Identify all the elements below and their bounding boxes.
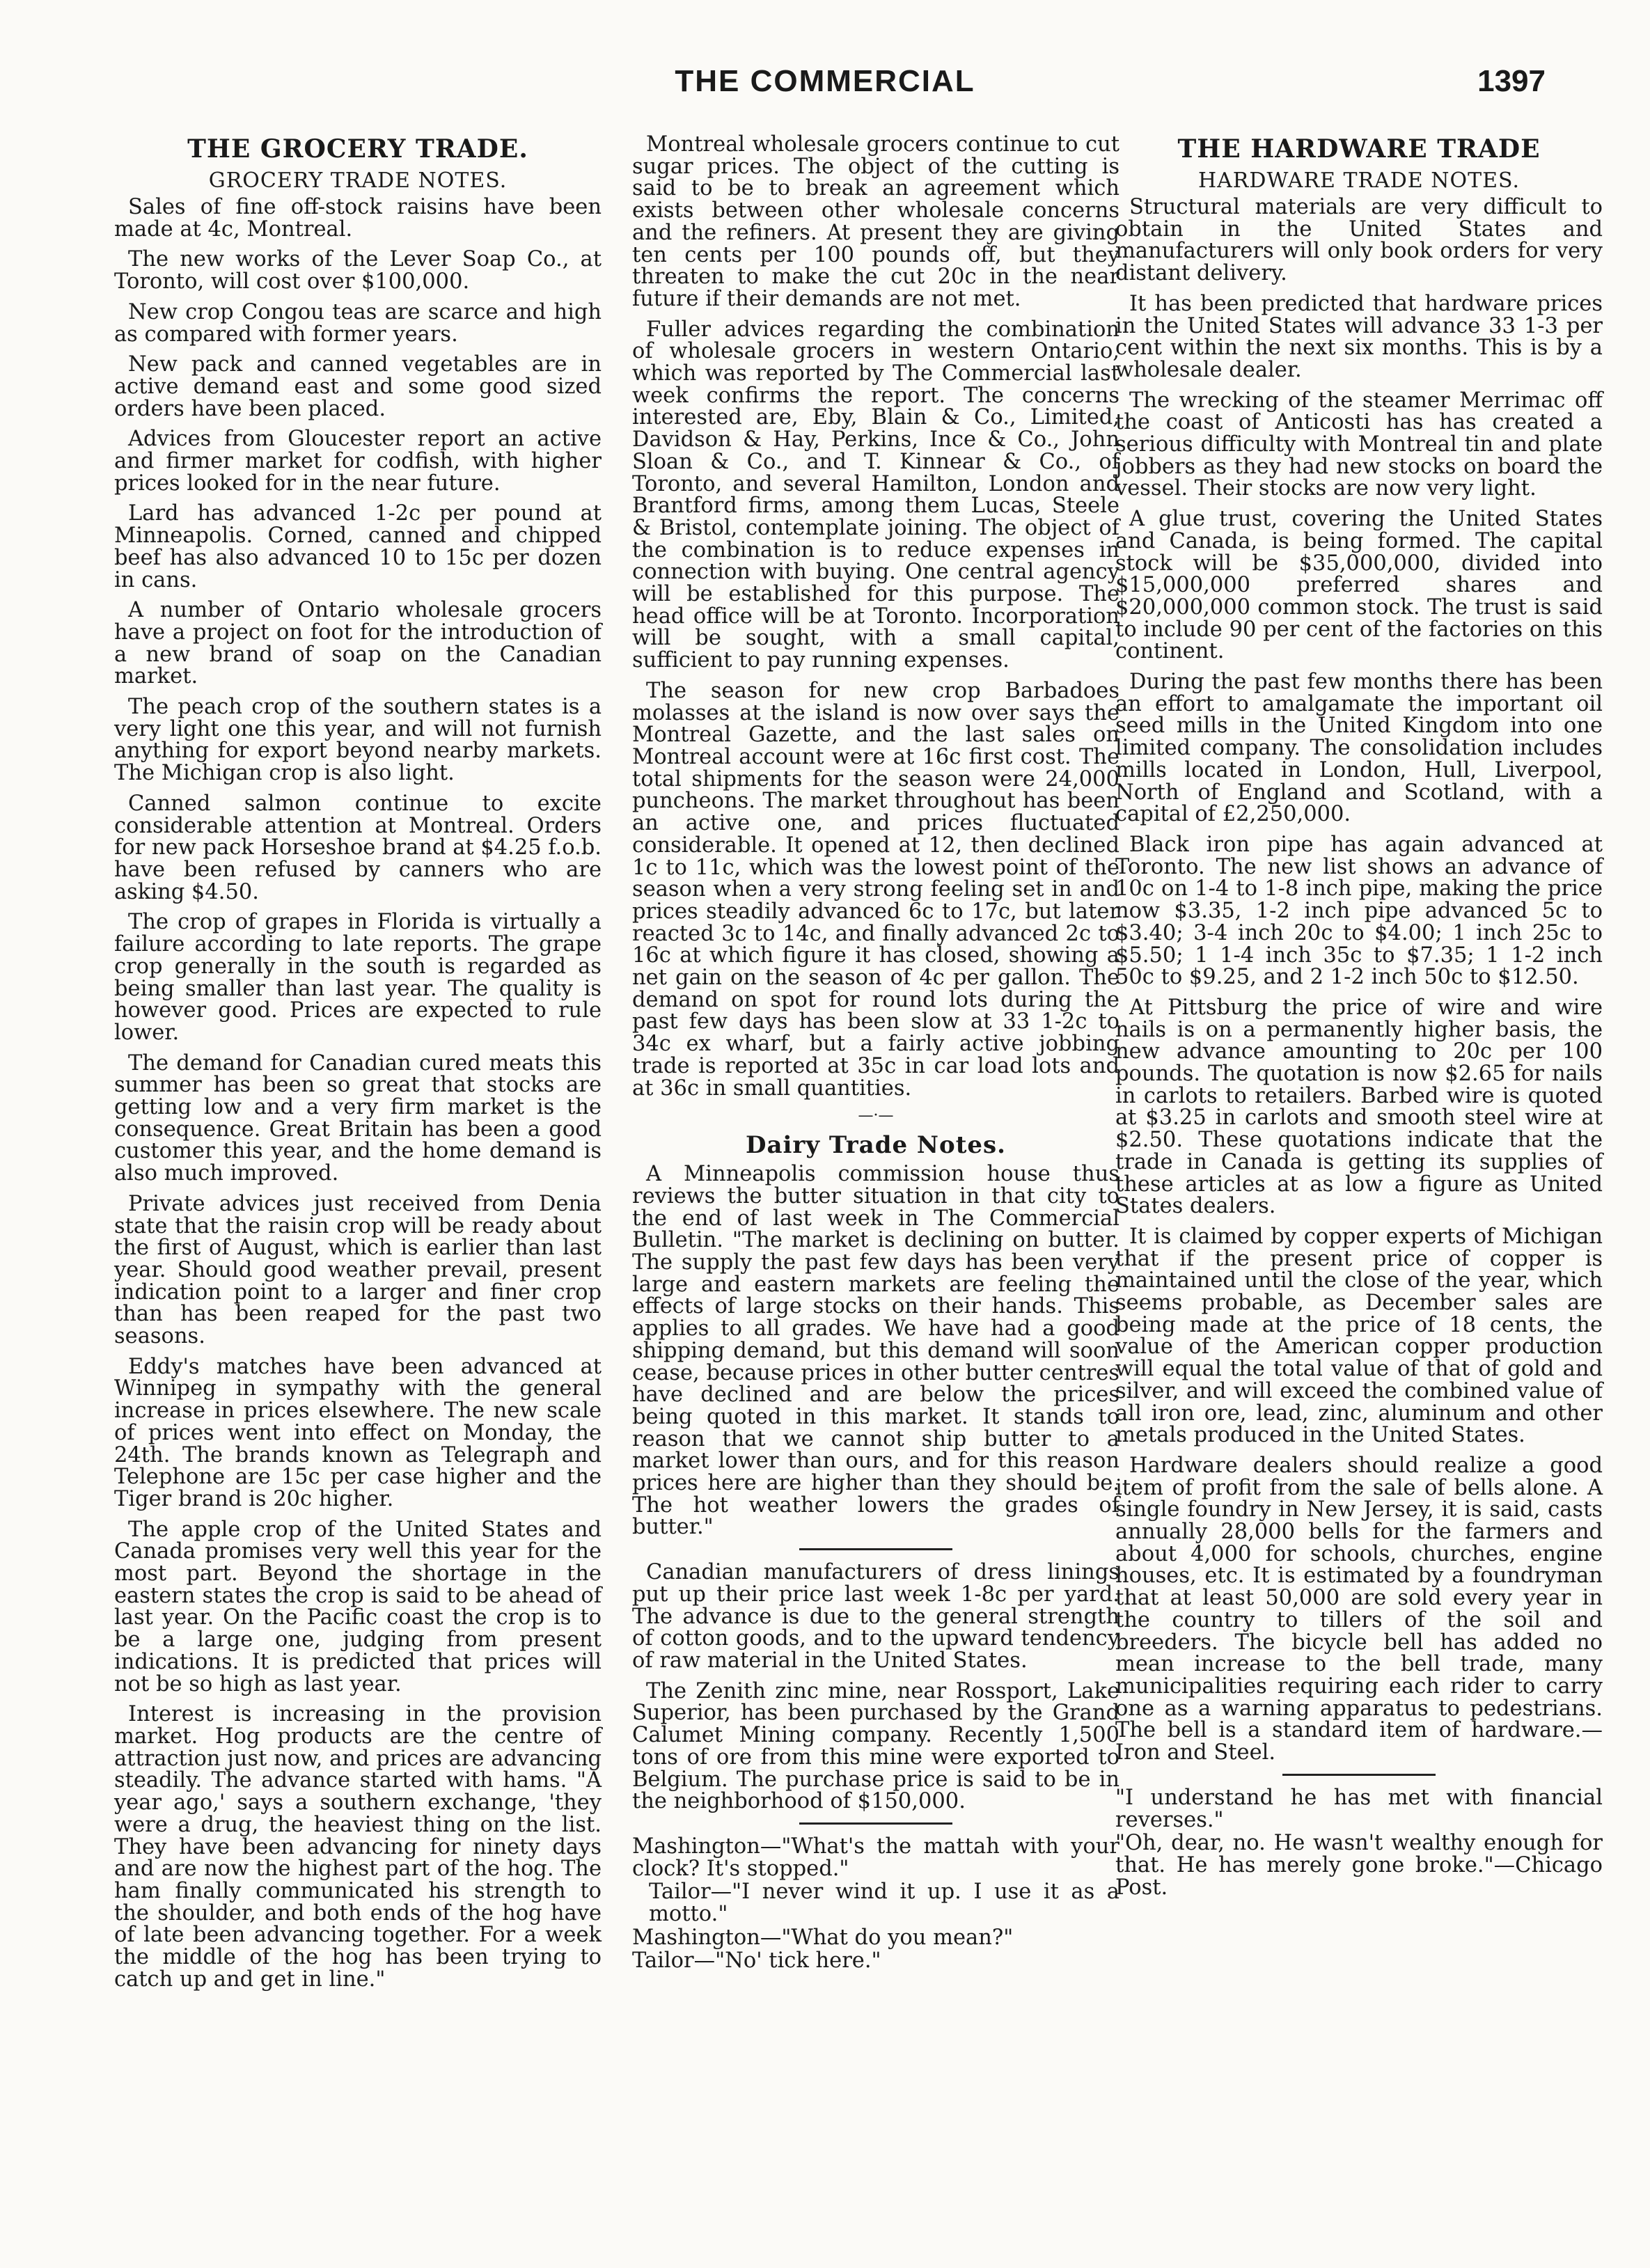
article-paragraph: Structural materials are very difficult to obtain in the United States and manufacturers will only book orders for very distant delivery. — [1115, 195, 1603, 286]
article-paragraph: Interest is increasing in the provision market. Hog products are the centre of attraction just now, and prices are advancing steadily. The advance started with hams. "A year ago,' says a southern exchange, 'they were a drug, the heaviest thing on the list. They have been advancing for ninety days and are now the highest part of the hog. The ham finally communicated his strength to the shoulder, and both ends of the hog have of late been advancing together. For a week the middle of the hog has been trying to catch up and get in line." — [114, 1702, 602, 1992]
grocery-trade-subheading: GROCERY TRADE NOTES. — [208, 168, 508, 193]
article-paragraph: Lard has advanced 1-2c per pound at Minneapolis. Corned, canned and chipped beef has also advanced 10 to 15c per dozen in cans. — [114, 501, 602, 592]
article-paragraph: A number of Ontario wholesale grocers have a project on foot for the introduction of a new brand of soap on the Canadian market. — [114, 598, 602, 689]
column-middle — [632, 134, 1119, 1974]
article-paragraph: New pack and canned vegetables are in active demand east and some good sized orders have been placed. — [114, 352, 602, 421]
article-paragraph: Advices from Gloucester report an active and firmer market for codfish, with higher prices looked for in the near future. — [114, 427, 602, 496]
article-paragraph: Private advices just received from Denia state that the raisin crop will be ready about the first of August, which is earlier than last year. Should good weather prevail, present indication point to a larger and finer crop than has been reaped for the past two seasons. — [114, 1191, 602, 1349]
article-paragraph: A glue trust, covering the United States and Canada, is being formed. The capital stock will be $35,000,000, divided into $15,000,000 preferred shares and $20,000,000 common stock. The trust is said to include 90 per cent of the factories on this continent. — [1115, 507, 1603, 664]
article-paragraph: The demand for Canadian cured meats this summer has been so great that stocks are getting low and a very firm market is the consequence. Great Britain has been a good customer this year, and the home demand is also much improved. — [114, 1050, 602, 1186]
article-paragraph: Hardware dealers should realize a good item of profit from the sale of bells alone. A single foundry in New Jersey, it is said, casts annually 28,000 bells for the farmers and about 4,000 for schools, churches, engine houses, etc. It is estimated by a foundryman that at least 50,000 are sold every year in the country to tillers of the soil and breeders. The bicycle bell has added no mean increase to the bell trade, many municipalities requiring each rider to carry one as a warning apparatus to pedestrians. The bell is a standard item of hardware.—Iron and Steel. — [1115, 1453, 1603, 1765]
section-ornament: —·— — [858, 1107, 894, 1125]
article-paragraph: At Pittsburg the price of wire and wire nails is on a permanently higher basis, the new advance amounting to 20c per 100 pounds. The quotation is now $2.65 for nails in carlots to retailers. Barbed wire is quoted at $3.25 in carlots and smooth steel wire at $2.50. These quotations indicate that the trade in Canada is getting its supplies of these articles at as low a figure as United States dealers. — [1115, 995, 1603, 1219]
article-paragraph: A Minneapolis commission house thus reviews the butter situation in that city to the end of last week in The Commercial Bulletin. "The market is declining on butter. The supply the past few days has been very large and eastern markets are feeling the effects of large stocks on their hands. This applies to all grades. We have had a good shipping demand, but this demand will soon cease, because prices in other butter centres have declined and are below the prices being quoted in this market. It stands to reason that we cannot ship butter to a market lower than ours, and for this reason prices here are higher than they should be. The hot weather lowers the grades of butter." — [632, 1162, 1119, 1540]
article-paragraph: Fuller advices regarding the combination of wholesale grocers in western Ontario, which was reported by The Commercial last week confirms the report. The concerns interested are, Eby, Blain & Co., Limited, Davidson & Hay, Perkins, Ince & Co., John Sloan & Co., and T. Kinnear & Co., of Toronto, and several Hamilton, London and Brantford firms, among them Lucas, Steele & Bristol, contemplate joining. The object of the combination is to reduce expenses in connection with buying. One central agency will be established for this purpose. The head office will be at Toronto. Incorporation will be sought, with a small capital, sufficient to pay running expenses. — [632, 317, 1119, 673]
article-paragraph: It has been predicted that hardware prices in the United States will advance 33 1-3 per cent within the next six months. This is by a wholesale dealer. — [1115, 291, 1603, 382]
article-paragraph: Montreal wholesale grocers continue to cut sugar prices. The object of the cutting is said to be to break an agreement which exists between other wholesale concerns and the refiners. At present they are giving ten cents per 100 pounds off, but they threaten to make the cut 20c in the near future if their demands are not met. — [632, 132, 1119, 311]
joke-line: Mashington—"What do you mean?" — [632, 1925, 1014, 1950]
article-paragraph: The season for new crop Barbadoes molasses at the island is now over says the Montreal Gazette, and the last sales on Montreal account were at 16c first cost. The total shipments for the season were 24,000 puncheons. The market throughout has been an active one, and prices fluctuated considerable. It opened at 12, then declined 1c to 11c, which was the lowest point of the season when a very strong feeling set in and prices steadily advanced 6c to 17c, but later reacted 3c to 14c, and finally advanced 2c to 16c at which figure it has closed, showing a net gain on the season of 4c per gallon. The demand on spot for round lots during the past few days has been slow at 33 1-2c to 34c ex wharf, but a fairly active jobbing trade is reported at 35c in car load lots and at 36c in small quantities. — [632, 678, 1119, 1101]
hardware-trade-heading: THE HARDWARE TRADE — [1177, 134, 1541, 164]
article-paragraph: The wrecking of the steamer Merrimac off the coast of Anticosti has has created a serious difficulty with Montreal tin and plate jobbers as they had new stocks on board the vessel. Their stocks are now very light. — [1115, 388, 1603, 501]
joke-line: Mashington—"What's the mattah with your clock? It's stopped." — [632, 1834, 1119, 1881]
divider-rule — [799, 1548, 952, 1550]
article-paragraph: The apple crop of the United States and Canada promises very well this year for the most part. Beyond the shortage in the eastern states the crop is said to be ahead of last year. On the Pacific coast the crop is to be a large one, judging from present indications. It is predicted that prices will not be so high as last year. — [114, 1517, 602, 1696]
article-paragraph: Canadian manufacturers of dress linings put up their price last week 1-8c per yard. The advance is due to the general strength of cotton goods, and to the upward tendency of raw material in the United States. — [632, 1560, 1119, 1673]
article-paragraph: New crop Congou teas are scarce and high as compared with former years. — [114, 299, 602, 347]
article-paragraph: The peach crop of the southern states is a very light one this year, and will not furnish anything for export beyond nearby markets. The Michigan crop is also light. — [114, 695, 602, 786]
joke-block — [1115, 1787, 1603, 1899]
article-paragraph: The Zenith zinc mine, near Rossport, Lake Superior, has been purchased by the Grand Calumet Mining company. Recently 1,500 tons of ore from this mine were exported to Belgium. The purchase price is said to be in the neighborhood of $150,000. — [632, 1678, 1119, 1814]
joke-line: Tailor—"No' tick here." — [632, 1948, 881, 1974]
masthead — [0, 64, 1650, 113]
joke-line: "Oh, dear, no. He wasn't wealthy enough for that. He has merely gone broke."—Chicago Post. — [1115, 1831, 1603, 1900]
column-hardware-trade — [1115, 134, 1603, 1900]
dairy-trade-heading: Dairy Trade Notes. — [745, 1131, 1007, 1160]
column-grocery-trade — [114, 134, 602, 1999]
article-paragraph: It is claimed by copper experts of Michigan that if the present price of copper is maintained until the close of the year, which seems probable, as December sales are being made at the price of 18 cents, the value of the American copper production will equal the total value of that of gold and silver, and will exceed the combined value of all iron ore, lead, zinc, aluminum and other metals produced in the United States. — [1115, 1224, 1603, 1448]
page-number: 1397 — [1477, 64, 1546, 98]
article-paragraph: The crop of grapes in Florida is virtually a failure according to late reports. The grape crop generally in the south is regarded as being smaller than last year. The quality is however good. Prices are expected to rule lower. — [114, 910, 602, 1045]
joke-line: "I understand he has met with financial reverses." — [1115, 1785, 1603, 1832]
article-paragraph: Black iron pipe has again advanced at Toronto. The new list shows an advance of 10c on 1-4 to 1-8 inch pipe, making the price now $3.35, 1-2 inch pipe advanced 5c to $3.40; 3-4 inch 20c to $4.00; 1 inch 25c to $5.50; 1 1-4 inch 35c to $7.35; 1 1-2 inch 50c to $9.25, and 2 1-2 inch 50c to $12.50. — [1115, 832, 1603, 990]
hardware-trade-subheading: HARDWARE TRADE NOTES. — [1197, 168, 1521, 193]
article-paragraph: Canned salmon continue to excite considerable attention at Montreal. Orders for new pack Horseshoe brand at $4.25 f.o.b. have been refused by canners who are asking $4.50. — [114, 791, 602, 904]
divider-rule — [799, 1822, 952, 1825]
grocery-trade-heading: THE GROCERY TRADE. — [187, 134, 528, 164]
article-paragraph: Sales of fine off-stock raisins have been made at 4c, Montreal. — [114, 195, 602, 242]
masthead-title: THE COMMERCIAL — [675, 64, 975, 98]
article-paragraph: The new works of the Lever Soap Co., at Toronto, will cost over $100,000. — [114, 247, 602, 294]
joke-line: Tailor—"I never wind it up. I use it as a motto." — [649, 1880, 1119, 1927]
joke-block — [632, 1836, 1119, 1972]
article-paragraph: Eddy's matches have been advanced at Winnipeg in sympathy with the general increase in prices elsewhere. The new scale of prices went into effect on Monday, the 24th. The brands known as Telegraph and Telephone are 15c per case higher and the Tiger brand is 20c higher. — [114, 1354, 602, 1511]
article-paragraph: During the past few months there has been an effort to amalgamate the important oil seed mills in the United Kingdom into one limited company. The consolidation includes mills located in London, Hull, Liverpool, North of England and Scotland, with a capital of £2,250,000. — [1115, 670, 1603, 827]
divider-rule — [1282, 1774, 1436, 1776]
